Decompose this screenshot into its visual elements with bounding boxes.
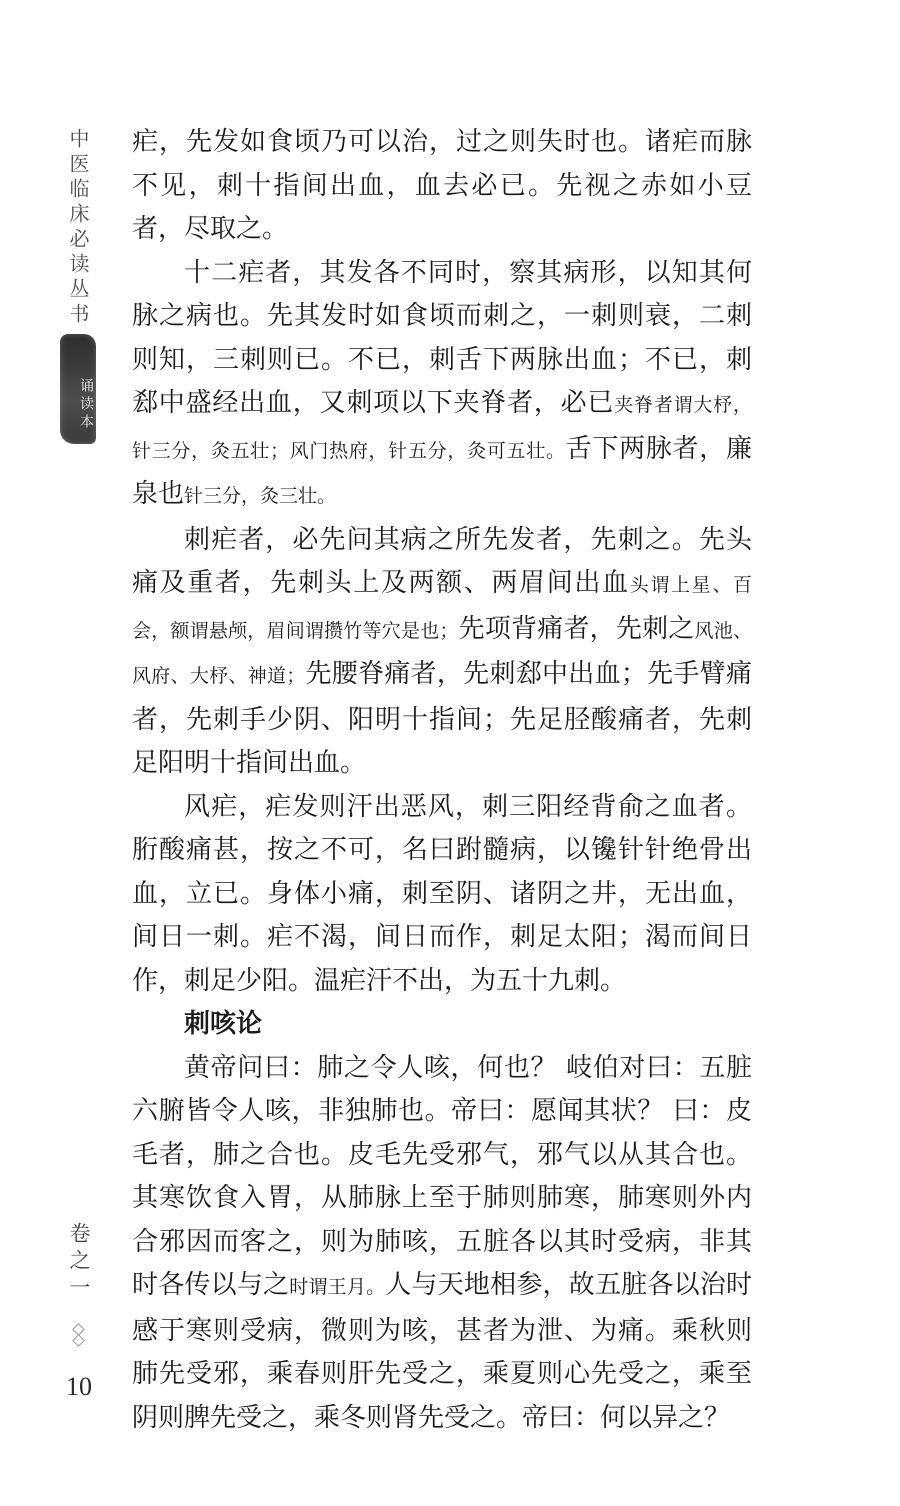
paragraph-text: 先腰脊痛者，先刺郄中出血；先手臂痛者，先刺手少阴、阳明十指间；先足胫酸痛者，先刺足阳明十指间出血。 (132, 659, 752, 778)
paragraph-text: 先项背痛者，先刺之 (458, 613, 695, 644)
ornament-icon (74, 1324, 83, 1346)
volume-label: 卷之一 (67, 1222, 91, 1303)
section-heading: 刺咳论 (184, 1009, 263, 1039)
page-number: 10 (66, 1372, 92, 1401)
annotation-note: 夹脊者谓大杼，针三分，灸五壮；风门热府，针五分，灸可五壮。 (132, 394, 752, 462)
paragraph-1 (132, 121, 752, 252)
paragraph-3 (132, 519, 752, 786)
paragraph-5 (132, 1047, 752, 1441)
paragraph-4 (132, 786, 752, 1004)
annotation-note: 头谓上星、百会，额谓悬颅，眉间谓攒竹等穴是也； (132, 574, 752, 642)
seal-stamp (60, 334, 96, 444)
paragraph-text: 十二疟者，其发各不同时，察其病形，以知其何脉之病也。先其发时如食顷而刺之，一刺则衰，二刺则知，三刺则已。不已，刺舌下两脉出血；不已，刺郄中盛经出血，又刺项以下夹脊者，必已 (132, 257, 752, 418)
paragraph-2 (132, 252, 752, 519)
seal-text: 诵读本 (78, 378, 94, 432)
paragraph-text: 人与天地相参，故五脏各以治时感于寒则受病，微则为咳，甚者为泄、为痛。乘秋则肺先受邪，乘春则肝先受之，乘夏则心先受之，乘至阴则脾先受之，乘冬则肾先受之。帝曰：何以异之？ (132, 1270, 752, 1433)
main-text (132, 121, 752, 1440)
paragraph-text: 舌下两脉者，廉泉也 (132, 433, 752, 509)
annotation-note: 针三分，灸三壮。 (184, 485, 337, 507)
paragraph-text: 刺疟者，必先问其病之所先发者，先刺之。先头痛及重者，先刺头上及两额、两眉间出血 (132, 524, 752, 598)
paragraph-text: 疟，先发如食顷乃可以治，过之则失时也。诸疟而脉不见，刺十指间出血，血去必已。先视之赤如小豆者，尽取之。 (132, 127, 752, 244)
paragraph-text: 黄帝问曰：肺之令人咳，何也？ 岐伯对曰：五脏六腑皆令人咳，非独肺也。帝曰：愿闻其状？ 曰：皮毛者，肺之合也。皮毛先受邪气，邪气以从其合也。其寒饮食入胃，从肺脉上至于肺则肺寒，肺寒则外内合邪因而客之，则为肺咳，五脏各以其时受病，非其时各传以与之 (132, 1052, 752, 1300)
annotation-note: 时谓王月。 (289, 1276, 386, 1298)
annotation-note: 风池、风府、大杼、神道； (132, 619, 752, 687)
series-sidebar (56, 128, 100, 444)
paragraph-text: 风疟，疟发则汗出恶风，刺三阳经背俞之血者。胻酸痛甚，按之不可，名曰跗髓病，以镵针针绝骨出血，立已。身体小痛，刺至阴、诸阴之井，无出血，间日一刺。疟不渴，间日而作，刺足太阳；渴而间日作，刺足少阳。温疟汗不出，为五十九刺。 (132, 791, 752, 996)
series-title: 中医临床必读丛书 (66, 128, 90, 328)
